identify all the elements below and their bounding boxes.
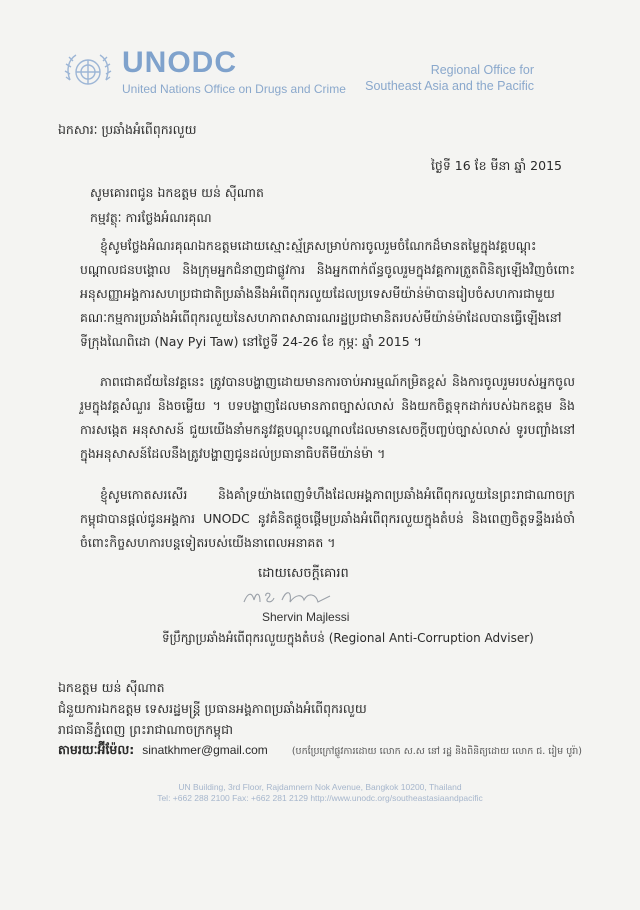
signer-title: ទីប្រឹក្សាប្រឆាំងអំពើពុករលួយក្នុងតំបន់ (Regional Anti-Corruption Adviser) (162, 631, 534, 645)
recipient-contact (58, 742, 268, 761)
letter-closing: ដោយសេចក្តីគោរព (258, 566, 349, 581)
email-label: តាមរយៈអ៊ីម៉ែល: (58, 742, 135, 757)
recipient-name: ឯកឧត្តម យន់ ស៊ីណាត (58, 680, 165, 695)
regional-line-2: Southeast Asia and the Pacific (365, 79, 534, 93)
document-reference: ឯកសារៈ ប្រឆាំងអំពើពុករលួយ (58, 122, 197, 137)
body-paragraph-1: ខ្ញុំសូមថ្លែងអំណរគុណឯកឧត្តមដោយស្មោះស្ម័គ្រសម្រាប់ការចូលរួមចំណែកដ៏មានតម្លៃក្នុងវគ្គបណ្តុះបណ្តាលជនបង្គោល និងក្រុមអ្នកជំនាញជាផ្លូវការ និងអ្នកពាក់ព័ន្ធចូលរួមក្នុងវគ្គការត្រួតពិនិត្យឡើងវិញចំពោះអនុសញ្ញាអង្គការសហប្រជាជាតិប្រឆាំងនឹងអំពើពុករលួយដែលប្រទេសមីយ៉ាន់ម៉ាបានរៀបចំសហការជាមួយគណៈកម្មការប្រឆាំងអំពើពុករលួយនៃសហភាពសាធារណរដ្ឋប្រជាមានិតរបស់មីយ៉ាន់ម៉ាដែលបានធ្វើឡើងនៅទីក្រុងណៃពិដោ (Nay Pyi Taw) នៅថ្ងៃទី 24-26 ខែ កុម្ភៈ ឆ្នាំ 2015 ។ (80, 238, 575, 349)
footer-address: UN Building, 3rd Floor, Rajdamnern Nok Avenue, Bangkok 10200, Thailand (178, 782, 462, 792)
body-paragraph-3: ខ្ញុំសូមកោតសរសើរ និងគាំទ្រយ៉ាងពេញទំហឹងដែលអង្គភាពប្រឆាំងអំពើពុករលួយនៃព្រះរាជាណាចក្រកម្ពុជាបានផ្តល់ជូនអង្គការ UNODC នូវគំនិតផ្តួចផ្តើមប្រឆាំងអំពើពុករលួយក្នុងតំបន់ និងពេញចិត្តទន្ទឹងរង់ចាំចំពោះកិច្ចសហការបន្តទៀតរបស់យើងនាពេលអនាគត ។ (80, 487, 575, 550)
letter-addressee: សូមគោរពជូន ឯកឧត្តម យន់ ស៊ីណាត (90, 185, 264, 200)
translation-note: (បកប្រែក្រៅផ្លូវការដោយ លោក ស.ស នៅ រដ្ឋ និងពិនិត្យដោយ លោក ជ. រៀម បូរ៉ា) (291, 746, 582, 757)
letter-subject: កម្មវត្ថុៈ ការថ្លែងអំណរគុណ (90, 210, 212, 225)
email-link[interactable]: sinatkhmer@gmail.com (142, 743, 268, 757)
handwritten-signature (238, 580, 348, 614)
recipient-location: រាជធានីភ្នំពេញ ព្រះរាជាណាចក្រកម្ពុជា (58, 722, 233, 737)
un-emblem-icon (62, 50, 114, 96)
body-paragraph-2: ភាពជោគជ័យនៃវគ្គនេះ ត្រូវបានបង្ហាញដោយមានការចាប់អារម្មណ៍កម្រិតខ្ពស់ និងការចូលរួមរបស់អ្នកចូលរួមក្នុងវគ្គសំណួរ និងចម្លើយ ។ បទបង្ហាញដែលមានភាពច្បាស់លាស់ និងយកចិត្តទុកដាក់របស់ឯកឧត្តម និងការសង្កេត អនុសាសន៍ ជួយយើងនាំមកនូវវគ្គបណ្តុះបណ្តាលដែលមានសេចក្តីបញ្ចប់ច្បាស់លាស់ ទូរបញ្ចាំងនៅក្នុងអនុសាសន៍ដែលនឹងត្រូវបង្ហាញជូនដល់ប្រធានាធិបតីមីយ៉ាន់ម៉ា ។ (80, 374, 575, 461)
recipient-position: ជំនួយការឯកឧត្តម ទេសរដ្ឋមន្ត្រី ប្រធានអង្គភាពប្រឆាំងអំពើពុករលួយ (58, 701, 367, 716)
signer-name: Shervin Majlessi (262, 610, 350, 624)
letter-date: ថ្ងៃទី 16 ខែ មីនា ឆ្នាំ 2015 (430, 158, 562, 173)
regional-line-1: Regional Office for (430, 63, 534, 77)
regional-office-label (365, 62, 534, 94)
org-logo-acronym: UNODC (122, 46, 237, 79)
org-logo-full-name: United Nations Office on Drugs and Crime (122, 82, 346, 96)
footer-contact: Tel: +662 288 2100 Fax: +662 281 2129 http://www.unodc.org/southeastasiaandpacific (157, 793, 483, 803)
